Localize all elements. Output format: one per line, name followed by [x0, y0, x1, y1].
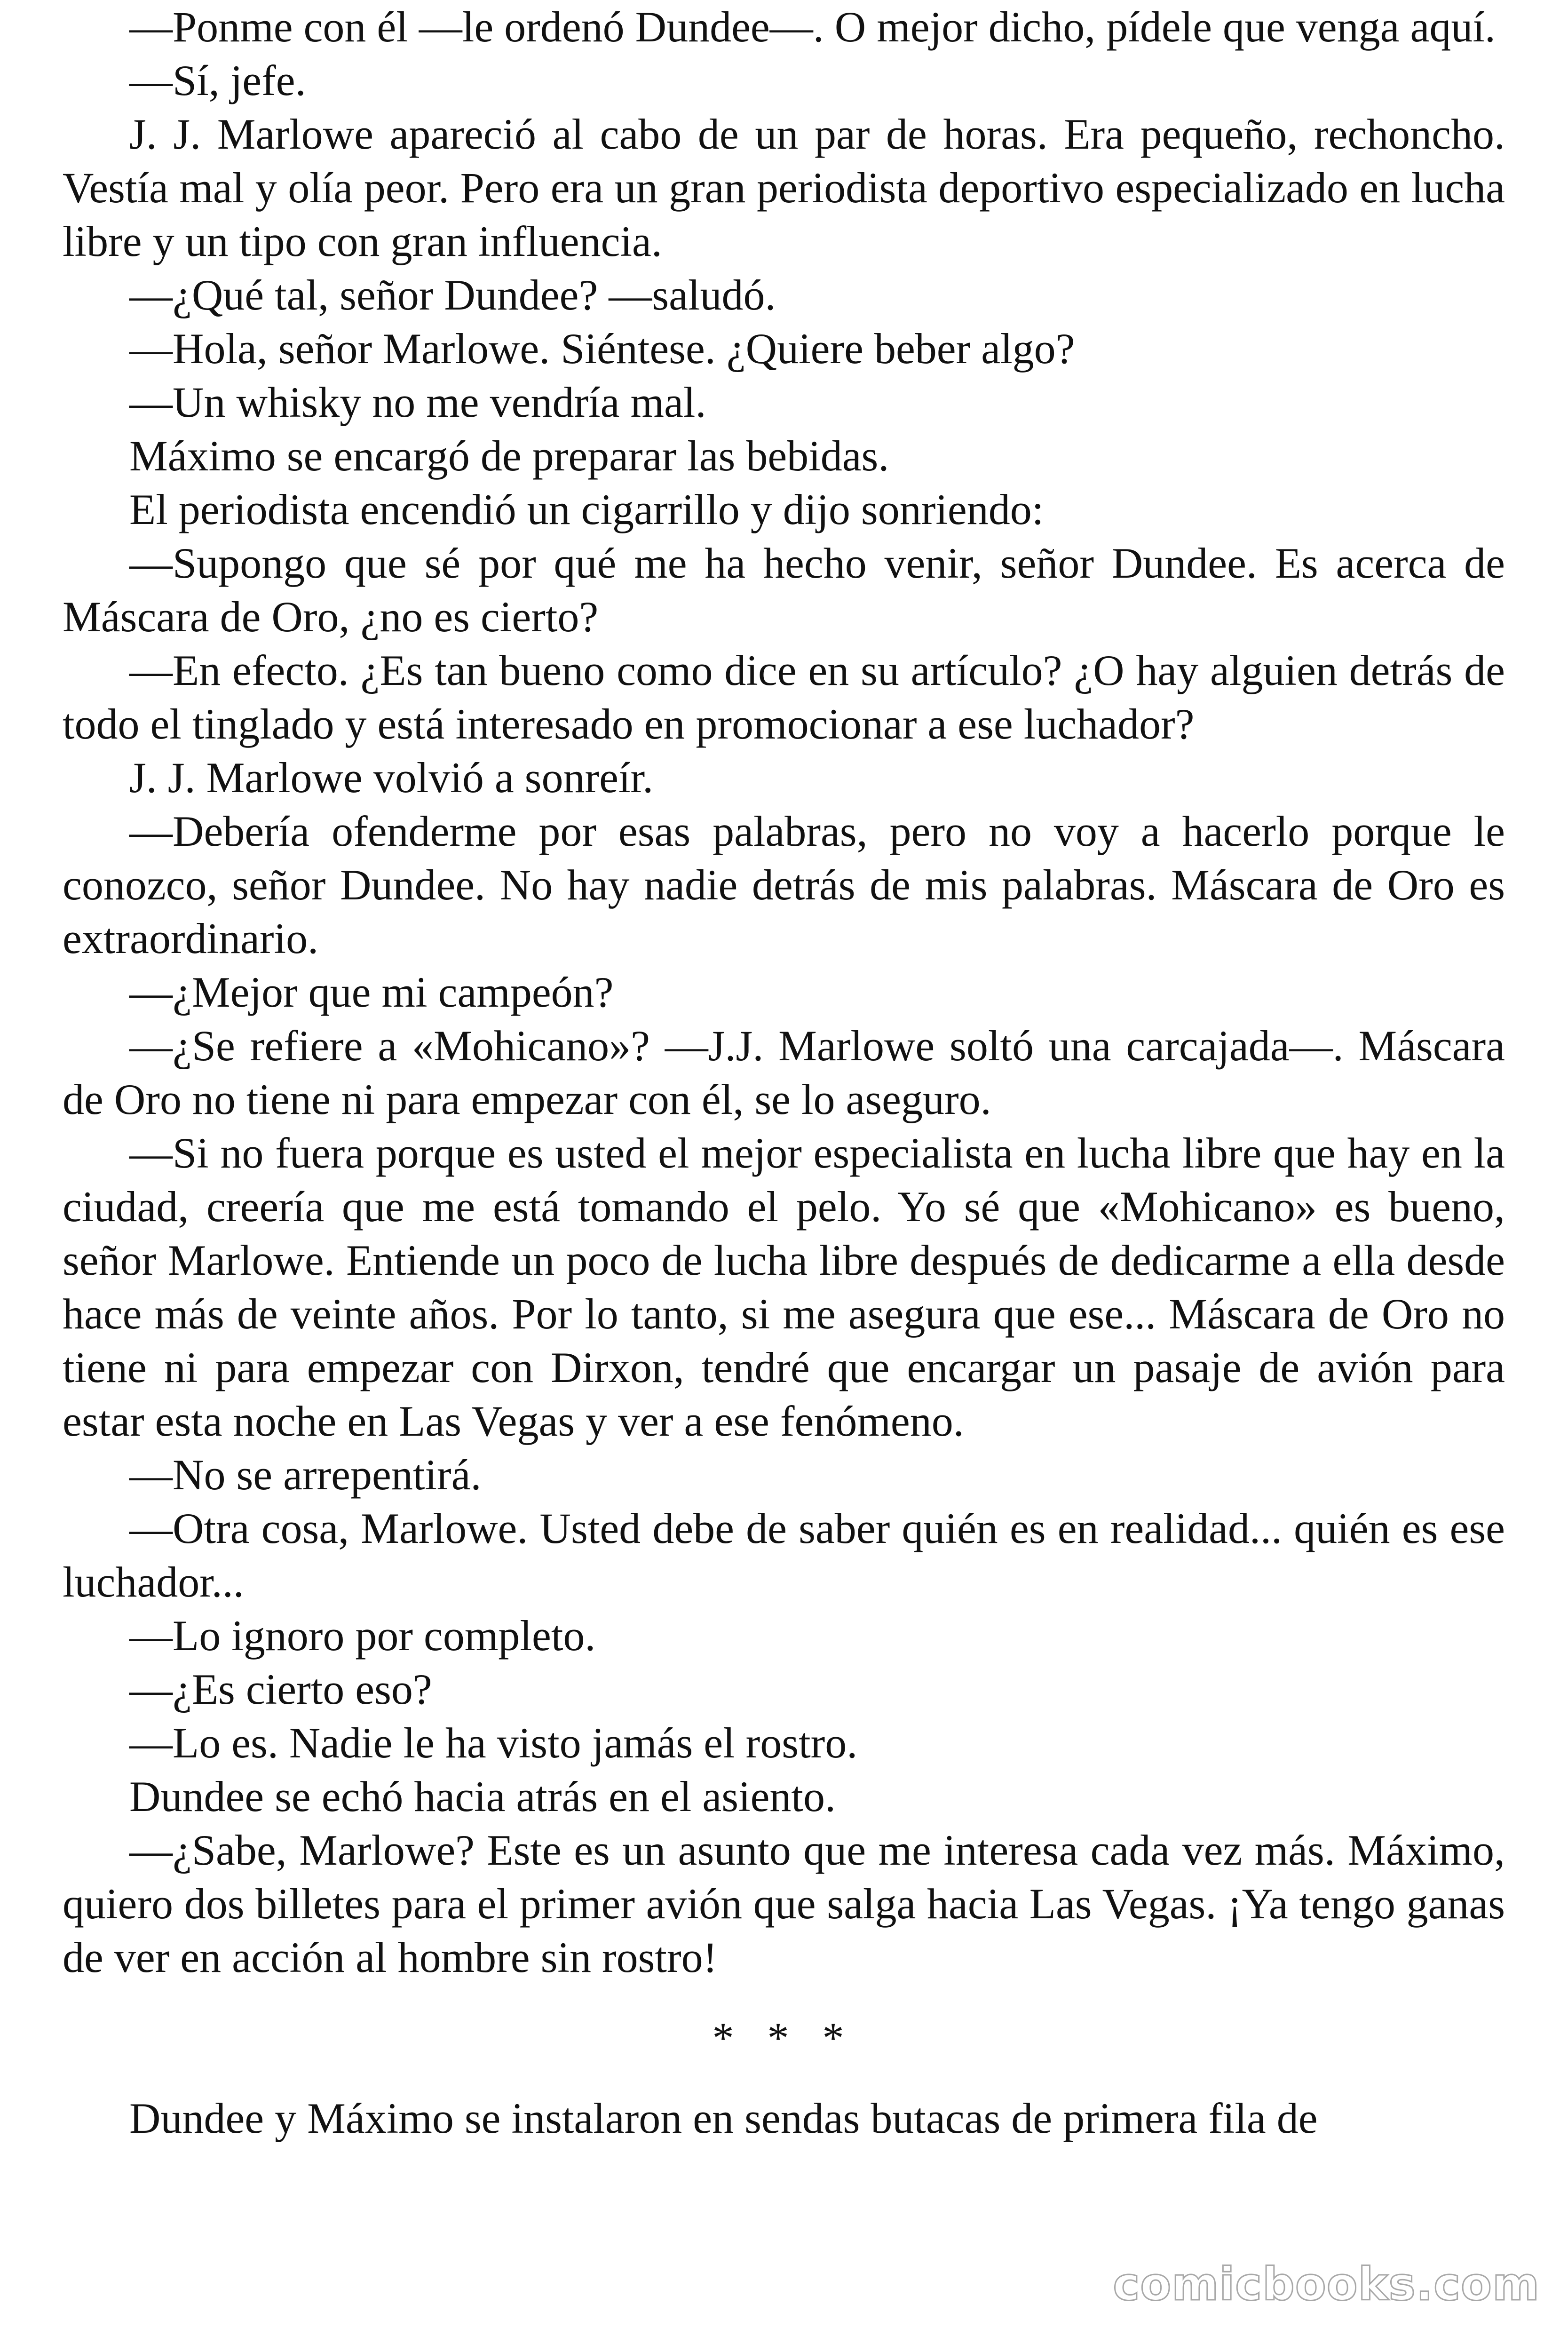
- paragraph: —Ponme con él —le ordenó Dundee—. O mejor dicho, pídele que venga aquí.: [129, 3, 1496, 51]
- paragraph: Dundee y Máximo se instalaron en sendas butacas de primera fila de: [129, 2094, 1318, 2142]
- paragraph: —¿Qué tal, señor Dundee? —saludó.: [129, 271, 776, 319]
- paragraph: —Lo ignoro por completo.: [129, 1612, 596, 1660]
- paragraph: —Un whisky no me vendría mal.: [129, 378, 706, 426]
- paragraph: —No se arrepentirá.: [129, 1451, 482, 1499]
- paragraph: —¿Se refiere a «Mohicano»? —J.J. Marlowe soltó una carcajada—. Máscara de Oro no tiene ni para empezar con él, se lo aseguro.: [63, 1022, 1505, 1123]
- paragraph: Máximo se encargó de preparar las bebidas.: [129, 432, 889, 480]
- paragraph: J. J. Marlowe apareció al cabo de un par de horas. Era pequeño, rechoncho. Vestía mal y olía peor. Pero era un gran periodista deportivo especializado en lucha libre y un tipo con gran influencia.: [63, 110, 1505, 265]
- paragraph: —¿Es cierto eso?: [129, 1665, 432, 1713]
- page-text: [63, 0, 1505, 2145]
- watermark: comicbooks.com: [1113, 2258, 1540, 2311]
- scene-break: * * *: [712, 2014, 855, 2062]
- paragraph: El periodista encendió un cigarrillo y dijo sonriendo:: [129, 485, 1044, 533]
- paragraph: J. J. Marlowe volvió a sonreír.: [129, 754, 654, 802]
- paragraph: —Supongo que sé por qué me ha hecho venir, señor Dundee. Es acerca de Máscara de Oro, ¿no es cierto?: [63, 539, 1505, 641]
- paragraph: Dundee se echó hacia atrás en el asiento.: [129, 1772, 836, 1820]
- paragraph: —Si no fuera porque es usted el mejor especialista en lucha libre que hay en la ciudad, creería que me está tomando el pelo. Yo sé que «Mohicano» es bueno, señor Marlowe. Entiende un poco de lucha libre después de dedicarme a ella desde hace más de veinte años. Por lo tanto, si me asegura que ese... Máscara de Oro no tiene ni para empezar con Dirxon, tendré que encargar un pasaje de avión para estar esta noche en Las Vegas y ver a ese fenómeno.: [63, 1129, 1505, 1445]
- paragraph: —Debería ofenderme por esas palabras, pero no voy a hacerlo porque le conozco, señor Dundee. No hay nadie detrás de mis palabras. Máscara de Oro es extraordinario.: [63, 807, 1505, 962]
- paragraph: —Lo es. Nadie le ha visto jamás el rostro.: [129, 1719, 858, 1767]
- paragraph: —Sí, jefe.: [129, 56, 306, 104]
- paragraph: —Otra cosa, Marlowe. Usted debe de saber quién es en realidad... quién es ese luchador...: [63, 1504, 1505, 1606]
- paragraph: —En efecto. ¿Es tan bueno como dice en su artículo? ¿O hay alguien detrás de todo el tinglado y está interesado en promocionar a ese luchador?: [63, 646, 1505, 748]
- paragraph: —Hola, señor Marlowe. Siéntese. ¿Quiere beber algo?: [129, 325, 1075, 373]
- paragraph: —¿Sabe, Marlowe? Este es un asunto que me interesa cada vez más. Máximo, quiero dos billetes para el primer avión que salga hacia Las Vegas. ¡Ya tengo ganas de ver en acción al hombre sin rostro!: [63, 1826, 1505, 1981]
- paragraph: —¿Mejor que mi campeón?: [129, 968, 614, 1016]
